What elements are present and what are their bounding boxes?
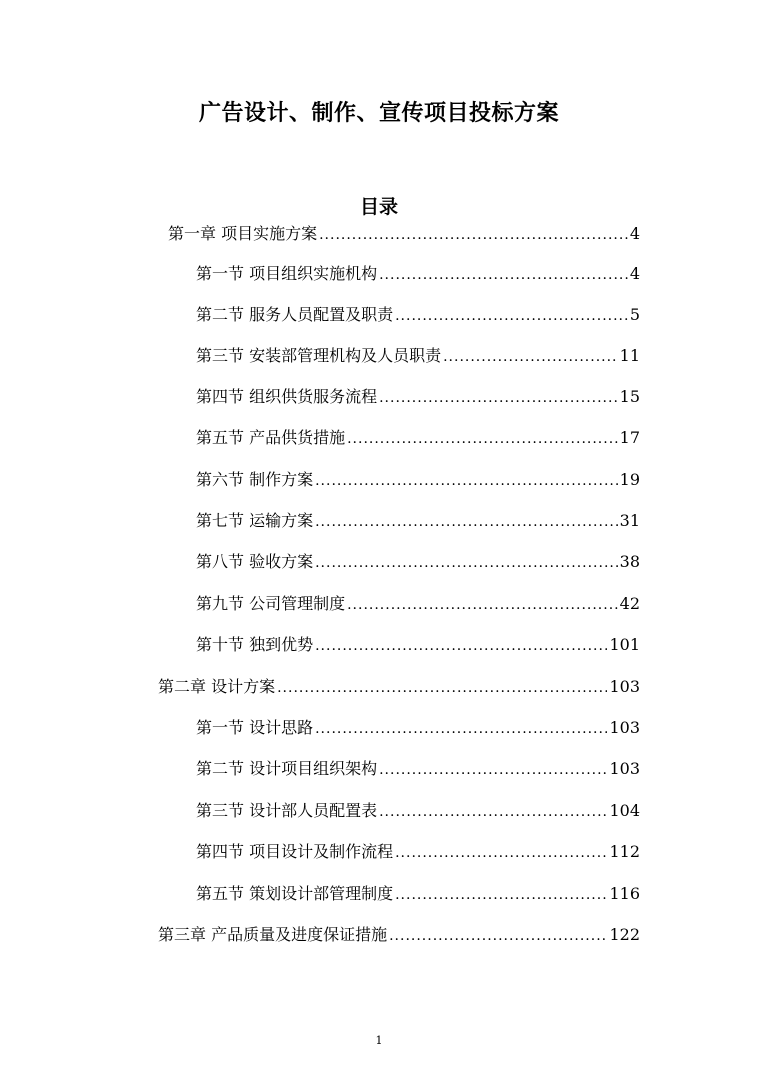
toc-entry-label: 第二节 服务人员配置及职责 (196, 305, 394, 324)
toc-entry-label: 第十节 独到优势 (196, 635, 314, 654)
toc-dot-leader (395, 841, 607, 865)
toc-entry-label: 第三节 安装部管理机构及人员职责 (196, 346, 442, 365)
toc-entry-page: 116 (609, 884, 640, 903)
toc-dot-leader (389, 924, 607, 948)
toc-entry-section[interactable] (196, 468, 640, 492)
toc-entry-page: 101 (609, 635, 640, 654)
toc-entry-section[interactable] (196, 840, 640, 864)
toc-entry-chapter-1[interactable] (168, 222, 640, 246)
toc-entry-page: 19 (619, 470, 640, 489)
toc-entry-section[interactable] (196, 799, 640, 823)
toc-entry-label: 第三节 设计部人员配置表 (196, 801, 378, 820)
toc-dot-leader (315, 469, 618, 493)
toc-dot-leader (315, 510, 618, 534)
toc-entry-section[interactable] (196, 262, 640, 286)
toc-dot-leader (347, 593, 618, 617)
toc-entry-section[interactable] (196, 716, 640, 740)
document-title: 广告设计、制作、宣传项目投标方案 (198, 101, 559, 126)
toc-entry-section[interactable] (196, 882, 640, 906)
toc-entry-page: 38 (619, 552, 640, 571)
toc-entry-page: 103 (609, 718, 640, 737)
toc-entry-page: 11 (619, 346, 640, 365)
toc-entry-page: 5 (629, 305, 640, 324)
toc-dot-leader (379, 758, 607, 782)
toc-entry-page: 17 (619, 428, 640, 447)
toc-entry-page: 42 (619, 594, 640, 613)
toc-entry-label: 第五节 策划设计部管理制度 (196, 884, 394, 903)
toc-entry-label: 第五节 产品供货措施 (196, 428, 346, 447)
toc-entry-label: 第六节 制作方案 (196, 470, 314, 489)
toc-entry-page: 103 (609, 677, 640, 696)
toc-entry-label: 第八节 验收方案 (196, 552, 314, 571)
toc-dot-leader (379, 800, 607, 824)
toc-entry-label: 第三章 产品质量及进度保证措施 (158, 925, 388, 944)
toc-entry-label: 第四节 组织供货服务流程 (196, 387, 378, 406)
toc-entry-section[interactable] (196, 426, 640, 450)
toc-dot-leader (395, 883, 607, 907)
toc-dot-leader (315, 634, 607, 658)
toc-dot-leader (319, 223, 628, 247)
toc-entry-page: 104 (609, 801, 640, 820)
toc-entry-page: 122 (609, 925, 640, 944)
toc-dot-leader (379, 386, 618, 410)
toc-entry-section[interactable] (196, 303, 640, 327)
toc-entry-page: 4 (629, 224, 640, 243)
toc-entry-page: 15 (619, 387, 640, 406)
toc-dot-leader (395, 304, 628, 328)
toc-entry-page: 112 (609, 842, 640, 861)
toc-dot-leader (347, 427, 618, 451)
toc-entry-section[interactable] (196, 757, 640, 781)
toc-entry-label: 第二章 设计方案 (158, 677, 276, 696)
toc-entry-section[interactable] (196, 592, 640, 616)
toc-entry-label: 第一节 项目组织实施机构 (196, 264, 378, 283)
toc-dot-leader (315, 717, 607, 741)
toc-entry-label: 第一章 项目实施方案 (168, 224, 318, 243)
toc-dot-leader (443, 345, 618, 369)
toc-entry-section[interactable] (196, 385, 640, 409)
toc-entry-label: 第七节 运输方案 (196, 511, 314, 530)
toc-entry-label: 第一节 设计思路 (196, 718, 314, 737)
page-number: 1 (375, 1034, 383, 1047)
toc-entry-section[interactable] (196, 550, 640, 574)
toc-entry-chapter-3[interactable] (158, 923, 640, 947)
toc-entry-chapter-2[interactable] (158, 675, 640, 699)
toc-dot-leader (277, 676, 607, 700)
toc-entry-section[interactable] (196, 344, 640, 368)
toc-heading: 目录 (359, 196, 398, 218)
toc-entry-page: 31 (619, 511, 640, 530)
toc-dot-leader (379, 263, 628, 287)
toc-entry-label: 第九节 公司管理制度 (196, 594, 346, 613)
toc-entry-section[interactable] (196, 633, 640, 657)
toc-entry-page: 4 (629, 264, 640, 283)
toc-entry-page: 103 (609, 759, 640, 778)
toc-entry-label: 第二节 设计项目组织架构 (196, 759, 378, 778)
toc-entry-label: 第四节 项目设计及制作流程 (196, 842, 394, 861)
toc-entry-section[interactable] (196, 509, 640, 533)
toc-dot-leader (315, 551, 618, 575)
